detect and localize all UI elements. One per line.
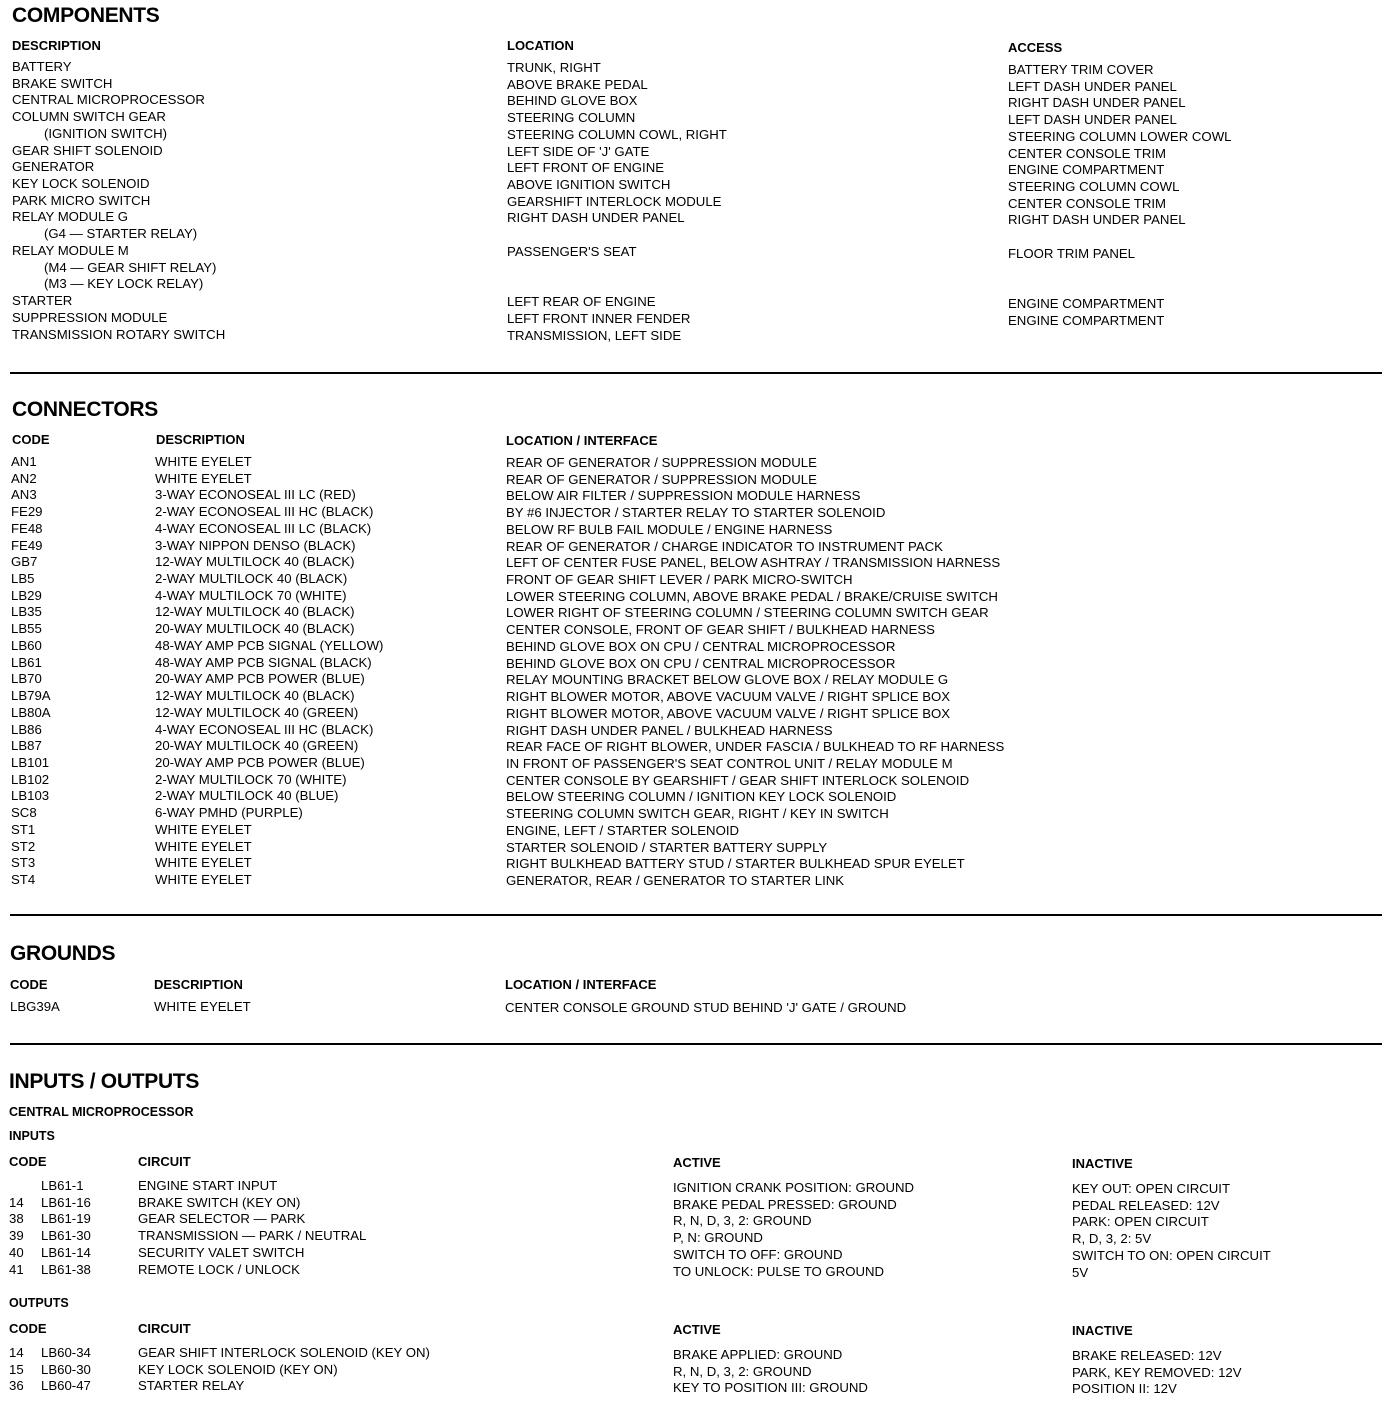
connector-description: 4-WAY ECONOSEAL III LC (BLACK)	[155, 520, 372, 536]
io-pin-number: 14	[9, 1345, 24, 1360]
components-location-column	[507, 60, 727, 344]
outputs-inactive-column	[1072, 1348, 1242, 1398]
io-circuit: GEAR SELECTOR — PARK	[138, 1211, 306, 1227]
connector-description: WHITE EYELET	[155, 855, 252, 871]
io-code-cell	[9, 1245, 91, 1262]
io-pin-number: 14	[9, 1194, 24, 1210]
io-active-state: TO UNLOCK: PULSE TO GROUND	[673, 1263, 885, 1279]
component-location	[507, 227, 727, 244]
component-description: BATTERY	[12, 59, 72, 74]
inputs-inactive-header: INACTIVE	[1072, 1156, 1133, 1171]
connectors-location-header: LOCATION / INTERFACE	[506, 433, 658, 448]
component-description: STARTER	[12, 293, 73, 309]
connector-location: BEHIND GLOVE BOX ON CPU / CENTRAL MICROPROCESSOR	[506, 655, 896, 671]
component-access: LEFT DASH UNDER PANEL	[1008, 112, 1177, 128]
outputs-active-header: ACTIVE	[673, 1322, 721, 1337]
inputs-inactive-column	[1072, 1181, 1271, 1281]
connector-code: LB102	[11, 771, 50, 787]
io-circuit: ENGINE START INPUT	[138, 1178, 278, 1193]
component-description: (IGNITION SWITCH)	[44, 125, 168, 141]
connector-location: ENGINE, LEFT / STARTER SOLENOID	[506, 822, 740, 838]
component-location: LEFT REAR OF ENGINE	[507, 294, 656, 310]
io-active-state: KEY TO POSITION III: GROUND	[673, 1380, 868, 1396]
io-pin-code: LB61-19	[41, 1211, 91, 1227]
io-active-state: BRAKE PEDAL PRESSED: GROUND	[673, 1196, 897, 1212]
grounds-description-header: DESCRIPTION	[154, 977, 243, 992]
component-access: STEERING COLUMN LOWER COWL	[1008, 128, 1232, 144]
component-access: ENGINE COMPARTMENT	[1008, 312, 1165, 328]
connector-description: 48-WAY AMP PCB SIGNAL (YELLOW)	[155, 637, 384, 653]
component-access: RIGHT DASH UNDER PANEL	[1008, 95, 1186, 111]
connector-location: STARTER SOLENOID / STARTER BATTERY SUPPLY	[506, 839, 828, 855]
io-active-state: R, N, D, 3, 2: GROUND	[673, 1363, 812, 1379]
connector-description: 3-WAY NIPPON DENSO (BLACK)	[155, 537, 356, 553]
component-location: BEHIND GLOVE BOX	[507, 93, 638, 109]
component-location	[507, 277, 727, 294]
io-code-cell	[9, 1211, 91, 1228]
io-circuit: BRAKE SWITCH (KEY ON)	[138, 1194, 301, 1210]
component-location: PASSENGER'S SEAT	[507, 243, 637, 259]
io-circuit: STARTER RELAY	[138, 1378, 245, 1394]
connector-description: 2-WAY MULTILOCK 40 (BLACK)	[155, 571, 348, 587]
section-divider	[10, 914, 1382, 916]
io-pin-code: LB61-38	[41, 1261, 91, 1277]
io-inactive-state: PEDAL RELEASED: 12V	[1072, 1197, 1220, 1213]
connector-description: WHITE EYELET	[155, 454, 252, 469]
connector-description: 4-WAY MULTILOCK 70 (WHITE)	[155, 587, 347, 603]
component-location	[507, 261, 727, 278]
connector-code: FE29	[11, 504, 43, 520]
connector-location: REAR FACE OF RIGHT BLOWER, UNDER FASCIA / BULKHEAD TO RF HARNESS	[506, 739, 1005, 755]
section-divider	[10, 372, 1382, 374]
connector-location: IN FRONT OF PASSENGER'S SEAT CONTROL UNIT / RELAY MODULE M	[506, 755, 953, 771]
inputs-circuit-column	[138, 1178, 366, 1278]
connector-location: BELOW RF BULB FAIL MODULE / ENGINE HARNESS	[506, 521, 833, 537]
inputs-label: INPUTS	[9, 1129, 55, 1143]
connector-description: 2-WAY MULTILOCK 70 (WHITE)	[155, 771, 347, 787]
io-inactive-state: 5V	[1072, 1264, 1089, 1280]
component-description: RELAY MODULE M	[12, 242, 129, 258]
connector-code: FE48	[11, 520, 43, 536]
connectors-description-header: DESCRIPTION	[156, 432, 245, 447]
component-description: COLUMN SWITCH GEAR	[12, 109, 166, 125]
outputs-code-column	[9, 1345, 91, 1395]
io-pin-number: 36	[9, 1378, 24, 1394]
component-access: ENGINE COMPARTMENT	[1008, 162, 1165, 178]
inputs-code-header: CODE	[9, 1154, 47, 1169]
connector-location: CENTER CONSOLE, FRONT OF GEAR SHIFT / BULKHEAD HARNESS	[506, 622, 935, 638]
components-access-column	[1008, 62, 1231, 330]
component-description: (G4 — STARTER RELAY)	[44, 226, 198, 242]
connector-location: STEERING COLUMN SWITCH GEAR, RIGHT / KEY IN SWITCH	[506, 806, 889, 822]
connector-location: RIGHT BULKHEAD BATTERY STUD / STARTER BULKHEAD SPUR EYELET	[506, 856, 965, 872]
outputs-active-column	[673, 1347, 868, 1397]
component-description: (M3 — KEY LOCK RELAY)	[44, 276, 204, 292]
ground-code: LBG39A	[10, 999, 60, 1014]
connectors-title: CONNECTORS	[12, 398, 158, 421]
connector-code: ST4	[11, 871, 36, 887]
component-location: TRANSMISSION, LEFT SIDE	[507, 327, 682, 343]
connector-code: LB79A	[11, 688, 51, 704]
connector-code: AN1	[11, 454, 37, 469]
component-access	[1008, 279, 1231, 296]
connectors-code-header: CODE	[12, 432, 50, 447]
ground-description: WHITE EYELET	[154, 999, 251, 1014]
component-location: LEFT SIDE OF 'J' GATE	[507, 143, 650, 159]
component-access	[1008, 263, 1231, 280]
io-code-cell	[9, 1195, 91, 1212]
connector-location: BELOW STEERING COLUMN / IGNITION KEY LOCK SOLENOID	[506, 789, 897, 805]
connector-location: REAR OF GENERATOR / SUPPRESSION MODULE	[506, 455, 817, 470]
component-location: ABOVE BRAKE PEDAL	[507, 76, 648, 92]
io-pin-code: LB61-16	[41, 1194, 91, 1210]
outputs-circuit-header: CIRCUIT	[138, 1321, 191, 1336]
component-access: LEFT DASH UNDER PANEL	[1008, 78, 1177, 94]
connector-description: 12-WAY MULTILOCK 40 (BLACK)	[155, 688, 355, 704]
component-location: ABOVE IGNITION SWITCH	[507, 177, 671, 193]
connector-description: 20-WAY MULTILOCK 40 (GREEN)	[155, 738, 359, 754]
components-description-header: DESCRIPTION	[12, 38, 101, 53]
io-inactive-state: SWITCH TO ON: OPEN CIRCUIT	[1072, 1247, 1271, 1263]
io-code-cell	[9, 1262, 91, 1279]
connectors-code-column	[11, 454, 51, 889]
io-active-state: BRAKE APPLIED: GROUND	[673, 1347, 843, 1362]
component-access: CENTER CONSOLE TRIM	[1008, 145, 1167, 161]
io-inactive-state: PARK, KEY REMOVED: 12V	[1072, 1364, 1242, 1380]
io-code-cell	[9, 1378, 91, 1395]
outputs-label: OUTPUTS	[9, 1296, 69, 1310]
io-code-cell	[9, 1178, 91, 1195]
component-description: TRANSMISSION ROTARY SWITCH	[12, 326, 226, 342]
connector-location: BY #6 INJECTOR / STARTER RELAY TO STARTER SOLENOID	[506, 505, 886, 521]
components-title: COMPONENTS	[12, 4, 160, 27]
io-pin-code: LB60-30	[41, 1361, 91, 1377]
io-circuit: TRANSMISSION — PARK / NEUTRAL	[138, 1228, 367, 1244]
io-inactive-state: BRAKE RELEASED: 12V	[1072, 1348, 1222, 1363]
io-active-state: SWITCH TO OFF: GROUND	[673, 1246, 843, 1262]
components-location-header: LOCATION	[507, 38, 574, 53]
connector-description: 2-WAY ECONOSEAL III HC (BLACK)	[155, 504, 374, 520]
component-location: TRUNK, RIGHT	[507, 60, 601, 75]
connector-code: LB29	[11, 587, 42, 603]
connector-description: WHITE EYELET	[155, 838, 252, 854]
connectors-description-column	[155, 454, 383, 889]
io-pin-code: LB61-1	[41, 1178, 84, 1193]
component-description: GENERATOR	[12, 159, 95, 175]
component-access: CENTER CONSOLE TRIM	[1008, 195, 1167, 211]
connector-description: 20-WAY AMP PCB POWER (BLUE)	[155, 754, 365, 770]
connector-code: SC8	[11, 805, 37, 821]
connector-code: AN2	[11, 470, 37, 486]
io-inactive-state: PARK: OPEN CIRCUIT	[1072, 1214, 1209, 1230]
connector-location: REAR OF GENERATOR / SUPPRESSION MODULE	[506, 471, 817, 487]
connector-description: 6-WAY PMHD (PURPLE)	[155, 805, 303, 821]
component-description: RELAY MODULE G	[12, 209, 129, 225]
connector-description: 48-WAY AMP PCB SIGNAL (BLACK)	[155, 654, 372, 670]
inputs-active-column	[673, 1180, 914, 1280]
component-description: KEY LOCK SOLENOID	[12, 176, 150, 192]
components-access-header: ACCESS	[1008, 40, 1063, 55]
io-active-state: P, N: GROUND	[673, 1230, 763, 1246]
io-circuit: GEAR SHIFT INTERLOCK SOLENOID (KEY ON)	[138, 1345, 430, 1360]
component-access: RIGHT DASH UNDER PANEL	[1008, 212, 1186, 228]
connector-description: 20-WAY MULTILOCK 40 (BLACK)	[155, 621, 355, 637]
inputs-active-header: ACTIVE	[673, 1155, 721, 1170]
io-pin-number: 39	[9, 1228, 24, 1244]
io-pin-code: LB61-14	[41, 1244, 91, 1260]
connector-location: RIGHT BLOWER MOTOR, ABOVE VACUUM VALVE / RIGHT SPLICE BOX	[506, 705, 951, 721]
io-module-label: CENTRAL MICROPROCESSOR	[9, 1105, 194, 1119]
io-pin-number: 15	[9, 1361, 24, 1377]
component-description: BRAKE SWITCH	[12, 75, 113, 91]
io-title: INPUTS / OUTPUTS	[9, 1070, 200, 1093]
connector-description: 4-WAY ECONOSEAL III HC (BLACK)	[155, 721, 374, 737]
component-description: GEAR SHIFT SOLENOID	[12, 142, 163, 158]
connector-code: AN3	[11, 487, 37, 503]
connector-location: LOWER RIGHT OF STEERING COLUMN / STEERING COLUMN SWITCH GEAR	[506, 605, 989, 621]
component-description: CENTRAL MICROPROCESSOR	[12, 92, 205, 108]
io-code-cell	[9, 1362, 91, 1379]
connector-location: BELOW AIR FILTER / SUPPRESSION MODULE HARNESS	[506, 488, 861, 504]
connector-description: 12-WAY MULTILOCK 40 (BLACK)	[155, 554, 355, 570]
grounds-code-header: CODE	[10, 977, 48, 992]
io-inactive-state: POSITION II: 12V	[1072, 1381, 1177, 1397]
io-active-state: R, N, D, 3, 2: GROUND	[673, 1213, 812, 1229]
connector-code: LB80A	[11, 704, 51, 720]
component-description: PARK MICRO SWITCH	[12, 192, 151, 208]
io-pin-code: LB60-47	[41, 1378, 91, 1394]
connector-location: RELAY MOUNTING BRACKET BELOW GLOVE BOX / RELAY MODULE G	[506, 672, 949, 688]
connector-code: ST2	[11, 838, 36, 854]
io-code-cell	[9, 1228, 91, 1245]
io-pin-code: LB60-34	[41, 1345, 91, 1360]
connector-code: LB86	[11, 721, 42, 737]
io-circuit: REMOTE LOCK / UNLOCK	[138, 1261, 300, 1277]
connector-code: ST3	[11, 855, 36, 871]
grounds-location-header: LOCATION / INTERFACE	[505, 977, 657, 992]
inputs-circuit-header: CIRCUIT	[138, 1154, 191, 1169]
section-divider	[10, 1043, 1382, 1045]
component-location: STEERING COLUMN	[507, 110, 636, 126]
io-circuit: KEY LOCK SOLENOID (KEY ON)	[138, 1361, 338, 1377]
outputs-inactive-header: INACTIVE	[1072, 1323, 1133, 1338]
connector-code: GB7	[11, 554, 38, 570]
component-description: SUPPRESSION MODULE	[12, 309, 168, 325]
outputs-code-header: CODE	[9, 1321, 47, 1336]
connector-code: LB101	[11, 754, 50, 770]
component-location: STEERING COLUMN COWL, RIGHT	[507, 126, 727, 142]
component-location: LEFT FRONT OF ENGINE	[507, 160, 665, 176]
io-active-state: IGNITION CRANK POSITION: GROUND	[673, 1180, 915, 1195]
connector-location: RIGHT BLOWER MOTOR, ABOVE VACUUM VALVE / RIGHT SPLICE BOX	[506, 689, 951, 705]
connector-location: BEHIND GLOVE BOX ON CPU / CENTRAL MICROPROCESSOR	[506, 638, 896, 654]
connector-description: WHITE EYELET	[155, 821, 252, 837]
connector-location: CENTER CONSOLE BY GEARSHIFT / GEAR SHIFT INTERLOCK SOLENOID	[506, 772, 970, 788]
component-access: ENGINE COMPARTMENT	[1008, 296, 1165, 312]
connectors-location-column	[506, 455, 1004, 890]
connector-location: LEFT OF CENTER FUSE PANEL, BELOW ASHTRAY / TRANSMISSION HARNESS	[506, 555, 1001, 571]
components-description-column	[12, 59, 225, 343]
inputs-code-column	[9, 1178, 91, 1278]
io-pin-number: 41	[9, 1261, 24, 1277]
connector-location: RIGHT DASH UNDER PANEL / BULKHEAD HARNESS	[506, 722, 833, 738]
outputs-circuit-column	[138, 1345, 430, 1395]
io-inactive-state: R, D, 3, 2: 5V	[1072, 1231, 1152, 1247]
component-access	[1008, 229, 1231, 246]
connector-description: 12-WAY MULTILOCK 40 (BLACK)	[155, 604, 355, 620]
connector-code: LB61	[11, 654, 42, 670]
connector-location: REAR OF GENERATOR / CHARGE INDICATOR TO INSTRUMENT PACK	[506, 538, 943, 554]
connector-description: 3-WAY ECONOSEAL III LC (RED)	[155, 487, 356, 503]
connector-description: 2-WAY MULTILOCK 40 (BLUE)	[155, 788, 339, 804]
component-description: (M4 — GEAR SHIFT RELAY)	[44, 259, 217, 275]
connector-code: LB103	[11, 788, 50, 804]
connector-code: LB55	[11, 621, 42, 637]
connector-description: 20-WAY AMP PCB POWER (BLUE)	[155, 671, 365, 687]
io-code-cell	[9, 1345, 91, 1362]
connector-code: LB70	[11, 671, 42, 687]
io-pin-number: 38	[9, 1211, 24, 1227]
grounds-title: GROUNDS	[10, 942, 116, 965]
connector-location: GENERATOR, REAR / GENERATOR TO STARTER LINK	[506, 872, 845, 888]
component-access: STEERING COLUMN COWL	[1008, 179, 1180, 195]
ground-location: CENTER CONSOLE GROUND STUD BEHIND 'J' GATE / GROUND	[505, 1000, 907, 1015]
component-location: RIGHT DASH UNDER PANEL	[507, 210, 685, 226]
component-access: FLOOR TRIM PANEL	[1008, 245, 1136, 261]
connector-description: 12-WAY MULTILOCK 40 (GREEN)	[155, 704, 359, 720]
connector-code: FE49	[11, 537, 43, 553]
component-access: BATTERY TRIM COVER	[1008, 62, 1154, 77]
io-pin-number: 40	[9, 1244, 24, 1260]
io-pin-code: LB61-30	[41, 1228, 91, 1244]
connector-description: WHITE EYELET	[155, 871, 252, 887]
component-location: GEARSHIFT INTERLOCK MODULE	[507, 193, 722, 209]
connector-location: FRONT OF GEAR SHIFT LEVER / PARK MICRO-SWITCH	[506, 572, 853, 588]
connector-code: LB60	[11, 637, 42, 653]
connector-code: LB35	[11, 604, 42, 620]
io-circuit: SECURITY VALET SWITCH	[138, 1244, 305, 1260]
connector-location: LOWER STEERING COLUMN, ABOVE BRAKE PEDAL / BRAKE/CRUISE SWITCH	[506, 588, 998, 604]
connector-description: WHITE EYELET	[155, 470, 252, 486]
component-location: LEFT FRONT INNER FENDER	[507, 310, 691, 326]
connector-code: LB87	[11, 738, 42, 754]
connector-code: ST1	[11, 821, 36, 837]
io-inactive-state: KEY OUT: OPEN CIRCUIT	[1072, 1181, 1231, 1196]
connector-code: LB5	[11, 571, 35, 587]
